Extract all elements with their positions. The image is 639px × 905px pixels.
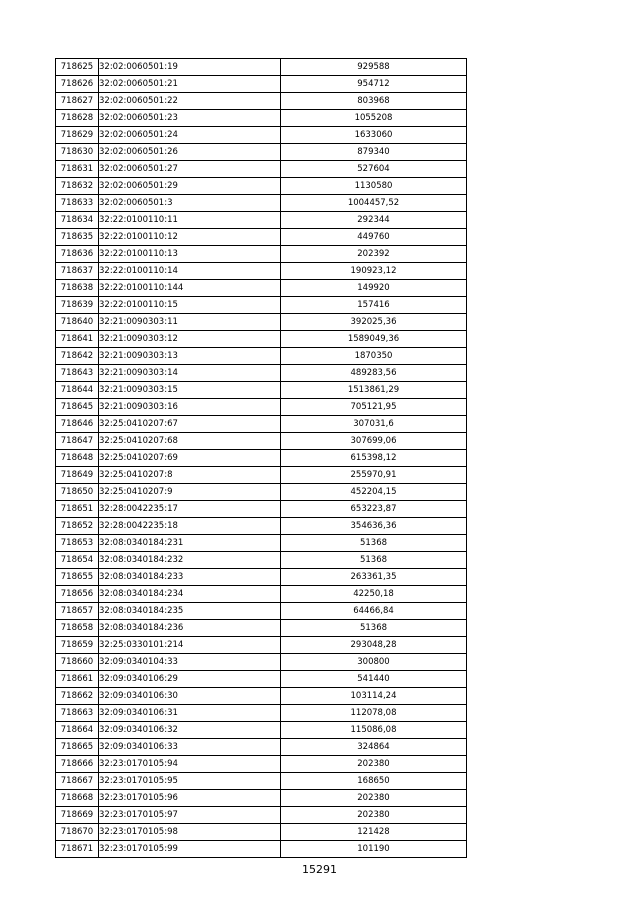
cadastral-value-cell: 202380 [281, 807, 467, 824]
cadastral-number-cell: 32:02:0060501:23 [99, 110, 281, 127]
table-row [56, 705, 467, 722]
cadastral-number-cell: 32:09:0340106:32 [99, 722, 281, 739]
row-id-cell: 718643 [56, 365, 99, 382]
cadastral-number-cell: 32:02:0060501:26 [99, 144, 281, 161]
cadastral-value-cell: 705121,95 [281, 399, 467, 416]
cadastral-number-cell: 32:22:0100110:11 [99, 212, 281, 229]
row-id-cell: 718638 [56, 280, 99, 297]
cadastral-value-table [55, 58, 467, 858]
table-row [56, 569, 467, 586]
row-id-cell: 718664 [56, 722, 99, 739]
table-row [56, 297, 467, 314]
table-row [56, 671, 467, 688]
cadastral-value-cell: 879340 [281, 144, 467, 161]
cadastral-value-cell: 954712 [281, 76, 467, 93]
row-id-cell: 718657 [56, 603, 99, 620]
cadastral-value-cell: 307031,6 [281, 416, 467, 433]
row-id-cell: 718653 [56, 535, 99, 552]
row-id-cell: 718626 [56, 76, 99, 93]
cadastral-value-cell: 452204,15 [281, 484, 467, 501]
cadastral-value-cell: 803968 [281, 93, 467, 110]
row-id-cell: 718627 [56, 93, 99, 110]
cadastral-value-cell: 541440 [281, 671, 467, 688]
table-row [56, 127, 467, 144]
row-id-cell: 718649 [56, 467, 99, 484]
table-row [56, 501, 467, 518]
table-row [56, 586, 467, 603]
row-id-cell: 718634 [56, 212, 99, 229]
row-id-cell: 718671 [56, 841, 99, 858]
row-id-cell: 718660 [56, 654, 99, 671]
cadastral-number-cell: 32:02:0060501:19 [99, 59, 281, 76]
table-row [56, 552, 467, 569]
table-row [56, 722, 467, 739]
cadastral-number-cell: 32:25:0410207:69 [99, 450, 281, 467]
table-row [56, 756, 467, 773]
row-id-cell: 718641 [56, 331, 99, 348]
table-row [56, 161, 467, 178]
table-row [56, 688, 467, 705]
table-row [56, 603, 467, 620]
row-id-cell: 718647 [56, 433, 99, 450]
cadastral-number-cell: 32:23:0170105:99 [99, 841, 281, 858]
cadastral-number-cell: 32:02:0060501:22 [99, 93, 281, 110]
cadastral-number-cell: 32:09:0340106:33 [99, 739, 281, 756]
cadastral-number-cell: 32:21:0090303:16 [99, 399, 281, 416]
row-id-cell: 718636 [56, 246, 99, 263]
cadastral-number-cell: 32:02:0060501:29 [99, 178, 281, 195]
cadastral-number-cell: 32:08:0340184:234 [99, 586, 281, 603]
row-id-cell: 718666 [56, 756, 99, 773]
row-id-cell: 718635 [56, 229, 99, 246]
cadastral-value-cell: 42250,18 [281, 586, 467, 603]
row-id-cell: 718669 [56, 807, 99, 824]
cadastral-value-cell: 653223,87 [281, 501, 467, 518]
cadastral-value-cell: 1633060 [281, 127, 467, 144]
table-row [56, 450, 467, 467]
cadastral-number-cell: 32:08:0340184:236 [99, 620, 281, 637]
cadastral-number-cell: 32:23:0170105:95 [99, 773, 281, 790]
cadastral-value-cell: 1055208 [281, 110, 467, 127]
cadastral-number-cell: 32:28:0042235:18 [99, 518, 281, 535]
table-row [56, 331, 467, 348]
cadastral-number-cell: 32:02:0060501:24 [99, 127, 281, 144]
cadastral-number-cell: 32:23:0170105:97 [99, 807, 281, 824]
row-id-cell: 718658 [56, 620, 99, 637]
cadastral-value-cell: 64466,84 [281, 603, 467, 620]
cadastral-value-cell: 324864 [281, 739, 467, 756]
table-row [56, 535, 467, 552]
cadastral-value-cell: 527604 [281, 161, 467, 178]
cadastral-number-cell: 32:02:0060501:3 [99, 195, 281, 212]
row-id-cell: 718667 [56, 773, 99, 790]
table-row [56, 467, 467, 484]
table-row [56, 93, 467, 110]
row-id-cell: 718648 [56, 450, 99, 467]
cadastral-value-cell: 103114,24 [281, 688, 467, 705]
row-id-cell: 718625 [56, 59, 99, 76]
row-id-cell: 718656 [56, 586, 99, 603]
table-row [56, 416, 467, 433]
table-row [56, 110, 467, 127]
cadastral-value-cell: 1513861,29 [281, 382, 467, 399]
table-row [56, 229, 467, 246]
row-id-cell: 718665 [56, 739, 99, 756]
cadastral-value-cell: 929588 [281, 59, 467, 76]
row-id-cell: 718644 [56, 382, 99, 399]
row-id-cell: 718650 [56, 484, 99, 501]
table-row [56, 433, 467, 450]
cadastral-value-cell: 190923,12 [281, 263, 467, 280]
cadastral-value-cell: 202392 [281, 246, 467, 263]
row-id-cell: 718651 [56, 501, 99, 518]
table-body [56, 59, 467, 858]
row-id-cell: 718659 [56, 637, 99, 654]
cadastral-value-cell: 263361,35 [281, 569, 467, 586]
cadastral-number-cell: 32:09:0340106:31 [99, 705, 281, 722]
table-row [56, 212, 467, 229]
row-id-cell: 718663 [56, 705, 99, 722]
cadastral-number-cell: 32:08:0340184:232 [99, 552, 281, 569]
row-id-cell: 718628 [56, 110, 99, 127]
cadastral-value-cell: 293048,28 [281, 637, 467, 654]
table-row [56, 484, 467, 501]
row-id-cell: 718646 [56, 416, 99, 433]
table-row [56, 773, 467, 790]
cadastral-number-cell: 32:21:0090303:15 [99, 382, 281, 399]
cadastral-value-cell: 168650 [281, 773, 467, 790]
row-id-cell: 718640 [56, 314, 99, 331]
page-number: 15291 [302, 863, 337, 876]
row-id-cell: 718655 [56, 569, 99, 586]
row-id-cell: 718654 [56, 552, 99, 569]
row-id-cell: 718661 [56, 671, 99, 688]
cadastral-number-cell: 32:28:0042235:17 [99, 501, 281, 518]
row-id-cell: 718668 [56, 790, 99, 807]
row-id-cell: 718670 [56, 824, 99, 841]
cadastral-value-cell: 1004457,52 [281, 195, 467, 212]
row-id-cell: 718639 [56, 297, 99, 314]
cadastral-number-cell: 32:22:0100110:144 [99, 280, 281, 297]
row-id-cell: 718630 [56, 144, 99, 161]
row-id-cell: 718645 [56, 399, 99, 416]
table-row [56, 807, 467, 824]
cadastral-number-cell: 32:08:0340184:233 [99, 569, 281, 586]
cadastral-number-cell: 32:23:0170105:98 [99, 824, 281, 841]
cadastral-value-cell: 300800 [281, 654, 467, 671]
row-id-cell: 718633 [56, 195, 99, 212]
cadastral-value-cell: 149920 [281, 280, 467, 297]
cadastral-number-cell: 32:09:0340106:30 [99, 688, 281, 705]
cadastral-number-cell: 32:08:0340184:235 [99, 603, 281, 620]
table-row [56, 76, 467, 93]
table-row [56, 518, 467, 535]
cadastral-number-cell: 32:08:0340184:231 [99, 535, 281, 552]
table-row [56, 280, 467, 297]
cadastral-number-cell: 32:21:0090303:12 [99, 331, 281, 348]
cadastral-number-cell: 32:22:0100110:15 [99, 297, 281, 314]
cadastral-value-cell: 489283,56 [281, 365, 467, 382]
cadastral-number-cell: 32:22:0100110:13 [99, 246, 281, 263]
table-row [56, 620, 467, 637]
row-id-cell: 718642 [56, 348, 99, 365]
table-row [56, 739, 467, 756]
cadastral-number-cell: 32:21:0090303:14 [99, 365, 281, 382]
row-id-cell: 718632 [56, 178, 99, 195]
cadastral-value-cell: 101190 [281, 841, 467, 858]
table-row [56, 365, 467, 382]
cadastral-number-cell: 32:23:0170105:94 [99, 756, 281, 773]
cadastral-value-cell: 1870350 [281, 348, 467, 365]
cadastral-value-cell: 255970,91 [281, 467, 467, 484]
table-row [56, 824, 467, 841]
row-id-cell: 718637 [56, 263, 99, 280]
row-id-cell: 718652 [56, 518, 99, 535]
row-id-cell: 718662 [56, 688, 99, 705]
cadastral-number-cell: 32:25:0410207:68 [99, 433, 281, 450]
cadastral-number-cell: 32:25:0410207:8 [99, 467, 281, 484]
table-row [56, 348, 467, 365]
cadastral-value-cell: 1130580 [281, 178, 467, 195]
table-row [56, 790, 467, 807]
table-row [56, 399, 467, 416]
cadastral-number-cell: 32:02:0060501:21 [99, 76, 281, 93]
cadastral-number-cell: 32:02:0060501:27 [99, 161, 281, 178]
cadastral-value-cell: 51368 [281, 535, 467, 552]
cadastral-value-cell: 354636,36 [281, 518, 467, 535]
table-row [56, 263, 467, 280]
cadastral-number-cell: 32:25:0410207:67 [99, 416, 281, 433]
cadastral-number-cell: 32:09:0340104:33 [99, 654, 281, 671]
row-id-cell: 718631 [56, 161, 99, 178]
cadastral-value-cell: 615398,12 [281, 450, 467, 467]
cadastral-value-cell: 392025,36 [281, 314, 467, 331]
table-row [56, 382, 467, 399]
cadastral-number-cell: 32:22:0100110:14 [99, 263, 281, 280]
row-id-cell: 718629 [56, 127, 99, 144]
cadastral-value-cell: 51368 [281, 552, 467, 569]
table-row [56, 654, 467, 671]
cadastral-value-cell: 115086,08 [281, 722, 467, 739]
table-row [56, 178, 467, 195]
table-row [56, 246, 467, 263]
cadastral-value-cell: 449760 [281, 229, 467, 246]
cadastral-value-cell: 157416 [281, 297, 467, 314]
cadastral-value-cell: 51368 [281, 620, 467, 637]
cadastral-number-cell: 32:21:0090303:11 [99, 314, 281, 331]
cadastral-number-cell: 32:23:0170105:96 [99, 790, 281, 807]
cadastral-number-cell: 32:22:0100110:12 [99, 229, 281, 246]
cadastral-value-cell: 112078,08 [281, 705, 467, 722]
cadastral-number-cell: 32:09:0340106:29 [99, 671, 281, 688]
table-row [56, 195, 467, 212]
table-row [56, 841, 467, 858]
cadastral-value-cell: 1589049,36 [281, 331, 467, 348]
cadastral-value-cell: 121428 [281, 824, 467, 841]
cadastral-number-cell: 32:25:0410207:9 [99, 484, 281, 501]
cadastral-value-cell: 202380 [281, 790, 467, 807]
table-row [56, 59, 467, 76]
table-row [56, 637, 467, 654]
table-row [56, 314, 467, 331]
table-row [56, 144, 467, 161]
cadastral-value-cell: 292344 [281, 212, 467, 229]
cadastral-value-cell: 307699,06 [281, 433, 467, 450]
cadastral-number-cell: 32:21:0090303:13 [99, 348, 281, 365]
cadastral-value-cell: 202380 [281, 756, 467, 773]
cadastral-number-cell: 32:25:0330101:214 [99, 637, 281, 654]
